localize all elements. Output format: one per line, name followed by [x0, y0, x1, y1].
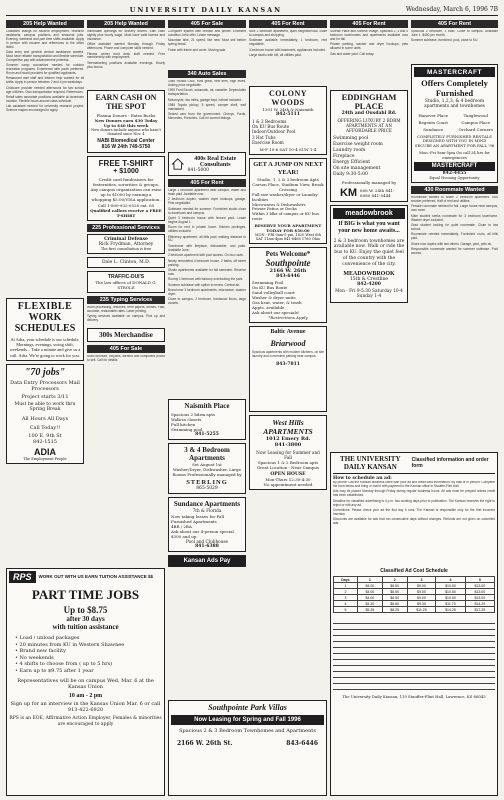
classified-text-block: Classified listings for student employment, research assistants, campus positions and seasonal jobs. Evening, weekend and part time shifts available. Apply in person with resume and references to the office listed. Data entry and general clerical assistance wanted. Must have reliable transportation and flexible schedule. Competitive pay with advancement potential. Summer camp counselors needed for outdoor recreation programs. Experience with youth preferred. Room and board provided for qualified applicants. Restaurant wait staff and kitchen help wanted for all shifts. Apply in person between 2 and 4 pm weekdays. Childcare provider needed afternoons for two school age children. Own transportation required. References. Retail sales associate positions available at downtown location. Flexible hours around class schedule. Lab assistant needed for university research project. Science majors encouraged to apply.	[6, 30, 84, 113]
order-form-lines	[333, 619, 495, 690]
adia-logo: ADIA	[34, 447, 56, 457]
traffic-ad	[87, 271, 165, 293]
rent-listings-4: Nice 2 bedroom apartment, quiet neighborhood, close to campus and shopping. Sublease available immediately, 1 bedroom, rent negotiable. 3 bedroom house with basement, appliances included. Large studio with loft, all utilities paid.	[249, 30, 327, 58]
get-a-jump-hours: MON - FRI 9am-5 pm, 1820 West 6th SAT 11am-4pm 841-8468 1760 Ohio	[254, 232, 322, 241]
pets-feature: Swimming Pool	[252, 279, 284, 285]
west-hills-phone: 841-3800	[274, 441, 302, 448]
km-logo: KM	[339, 186, 358, 199]
meadowbrook-phone: 842-4200	[357, 281, 381, 287]
column-2	[87, 20, 165, 371]
form-right-title: Classified information and order form	[411, 457, 489, 469]
get-a-jump-feature: Private Patios or Decks	[252, 206, 297, 212]
free-tshirt-ad	[87, 156, 165, 221]
three-four-sub: Set August 1st	[192, 462, 222, 467]
column-6	[411, 20, 498, 304]
form-kansan-title: THE UNIVERSITY DAILY KANSAN	[340, 455, 401, 471]
west-hills-title: West Hills APARTMENTS	[263, 417, 313, 436]
earn-cash-line3: Up to $40 this week	[103, 123, 149, 128]
real-estate-phone: 841-5000	[187, 167, 210, 173]
column-1	[6, 20, 84, 467]
naismith-features	[171, 412, 243, 432]
rps-bullet: • Earn up to $9.75 after 1 year	[15, 667, 94, 674]
mastercraft-ad	[411, 64, 498, 183]
free-tshirt-title: FREE T-SHIRT	[98, 159, 154, 168]
three-four-bedroom-ad	[168, 443, 246, 494]
west-hills-sub: Spacious 1 & 2 Bedroom apts	[257, 460, 319, 466]
pets-features	[252, 280, 324, 315]
eddingham-title: EDDINGHAM PLACE	[341, 92, 397, 111]
form-line[interactable]	[333, 655, 495, 660]
colony-woods-feature: 3 Hot Tubs	[252, 134, 276, 140]
west-hills-features: Great Location - Near Campus	[256, 465, 320, 471]
get-a-jump-title: GET A JUMP ON NEXT YEAR!	[253, 161, 323, 176]
section-header-for-rent-4: 405 For Rent	[249, 20, 327, 28]
free-tshirt-phone: Call 1-800-932-0528 ext. 65	[97, 203, 155, 208]
jobs-project: Project starts 3/11	[21, 393, 69, 400]
earn-cash-phone: 816 W 24th 749-5750	[101, 144, 151, 150]
earn-cash-line2: New Donors earn $30 Today	[94, 118, 158, 123]
free-tshirt-footer: Qualified callers receive a FREE T-SHIRT	[90, 208, 162, 218]
meadowbrook-body: 2 & 3 bedroom townhomes are available now. Walk or ride the bus to KU. Enjoy the quiet feel of the country with the convenience of the city.	[333, 238, 405, 267]
get-a-jump-ad	[249, 158, 327, 244]
kansan-ads-pay-title: Kansan Ads Pay	[183, 558, 231, 564]
pets-feature: Gas heat, water, & trash	[252, 299, 302, 305]
form-line[interactable]	[333, 661, 495, 666]
classified-order-form	[330, 452, 498, 796]
rps-bullet: • 20 minutes from KU in Western Shawnee	[15, 641, 125, 648]
rps-bullet: • Brand new facility	[15, 648, 66, 654]
rps-pay2: after 30 days	[66, 615, 105, 623]
southpointe-banner: Now Leasing for Spring and Fall 1996	[171, 715, 324, 725]
property-name: Tanglewood	[463, 112, 488, 118]
meadowbrook-name: MEADOWBROOK	[343, 270, 395, 277]
colony-woods-phone: 842-5111	[276, 112, 300, 117]
physician-ad	[87, 257, 165, 268]
table-row: 2 $4.00 $6.50 $9.00 $10.50 $13.00	[334, 589, 495, 595]
flexible-body: At Adia, your schedule is our schedule. Mornings, evenings, swing shift, weekends... Take a minute and give us a call. Adia. We're going to work for you.	[9, 337, 81, 358]
kansan-ads-pay-ad	[168, 555, 246, 567]
work-title: WORK	[28, 312, 62, 323]
for-sale-text: Used furniture, bicycles, stereos and computers priced to sell. Call for details.	[87, 355, 165, 362]
get-a-jump-features	[252, 193, 324, 222]
form-line[interactable]	[333, 685, 495, 690]
section-header-for-sale: 405 For Sale	[87, 345, 165, 353]
eddingham-feature: Exercise weight room	[333, 141, 383, 147]
column-5	[330, 20, 408, 306]
mastercraft-properties	[414, 113, 495, 132]
pets-feature: On KU Bus Route	[252, 284, 288, 290]
sundance-phone: 841-6388	[195, 544, 219, 549]
table-row: 1 $4.00 $6.50 $9.00 $10.50 $13.00	[334, 583, 495, 589]
colony-woods-feature: Exercise Room	[252, 139, 284, 145]
section-header-help-wanted-2: 205 Help Wanted	[87, 20, 165, 28]
attorney-free: The first consultation is free	[100, 247, 152, 251]
three-four-body: Washer/Dryer, Dishwasher, Large Rooms Professionally managed by	[172, 467, 242, 477]
pets-feature: Ask about our specials!	[252, 309, 300, 315]
section-header-help-wanted: 205 Help Wanted	[6, 20, 84, 28]
form-cost-title: Classified Ad Cost Schedule	[380, 568, 448, 574]
masthead-title: UNIVERSITY DAILY KANSAN	[129, 5, 283, 14]
for-sale-listings: Computer system with monitor and printer. Excellent condition, best offer. Leave message. Mountain bike, 21 speed, like new. Must sell before spring break. Futon with frame and cover. Moving sale.	[168, 30, 246, 52]
rps-eoe: RPS is an EOE, Affirmative Action Employer, Females & minorities are encouraged to apply	[9, 716, 162, 727]
pets-phone: 843-6446	[276, 273, 300, 279]
classified-text-block-2: Immediate openings for delivery drivers. Earn cash nightly plus hourly wage. Must have valid license and insurance. Office assistant wanted Monday through Friday afternoons. Phone and computer skills needed. Fitness center front desk staff needed. Free membership with employment. Telemarketing positions available evenings. Hourly plus bonus.	[87, 30, 165, 69]
get-a-jump-feature: Microwaves & Dishwashers	[252, 201, 306, 207]
mastercraft-logo: MASTERCRAFT	[414, 67, 495, 77]
colony-woods-features	[252, 119, 324, 145]
rps-logo: RPS	[9, 571, 36, 583]
attorney-sub: Criminal Defense	[104, 237, 148, 242]
southpointe-logo: Southpointe	[265, 257, 311, 268]
rent-listings-5: Sunrise Place and Sunrise Village. Spacious 2, 3 and 4 bedroom townhomes and apartments available now and for fall. Private parking, washer and dryer hookups, pets allowed in some units. Gas and water paid. Call today.	[330, 30, 408, 56]
table-row: 5 $5.25 $8.25 $11.25 $14.25 $17.25	[334, 607, 495, 613]
naismith-feature: Spacious 2 bdrm apts	[171, 412, 216, 417]
jobs-roles: Data Entry Processors Mail Processors	[10, 379, 80, 392]
colony-woods-feature: 1 & 2 Bedrooms	[252, 119, 287, 124]
merchandise-title: 300s Merchandise	[99, 331, 153, 339]
cost-head: 3	[407, 577, 436, 583]
section-header-roommate: 430 Roommate Wanted	[411, 186, 498, 194]
auto-listings: 1988 Honda Civic, runs great, new tires, high miles. Asking price negotiable. 1990 Ford Escort, automatic, air, cassette. Dependable transportation. Motorcycle, low miles, garage kept, helmet included. 1986 Toyota pickup, 5 speed, camper shell, well maintained. Seized cars from the government. Chevys, Fords, Mercedes, Porsches. Call for current listings.	[168, 80, 246, 121]
roommate-listings: Roommate wanted to share 2 bedroom apartment. Non smoker preferred. Half of rent and utilities. Female roommate needed for fall. Large house near campus, own room. Male student seeks roommate for 3 bedroom townhome. Washer dryer included. Grad student looking for quiet roommate. Close to law school. Roommate needed immediately. Furnished room, all bills paid. Share nice duplex with two others. Garage, yard, pets ok. Responsible roommate wanted for summer sublease. Pool access.	[411, 195, 498, 255]
baltic-phone: 843-7811	[276, 361, 300, 367]
eddingham-place-ad	[330, 90, 408, 202]
west-hills-address: 1012 Emery Rd.	[265, 435, 311, 442]
section-header-for-rent-3: 405 For Rent	[168, 179, 246, 187]
attorney-ad	[87, 234, 165, 254]
column-4	[249, 20, 327, 493]
mastercraft-eho: Equal Housing Opportunity	[429, 175, 480, 180]
traffic-law: The law offices of DONALD G. STROLE	[95, 280, 157, 290]
naismith-feature: Swimming pool	[171, 427, 203, 432]
section-header-professional-services: 225 Professional Services	[87, 224, 165, 232]
meadowbrook-logo: meadowbrook	[333, 208, 405, 219]
southpointe-title: Southpointe Park Villas	[208, 703, 287, 712]
form-line[interactable]	[333, 619, 495, 624]
form-line[interactable]	[333, 631, 495, 636]
cost-head: 5	[465, 577, 494, 583]
sundance-features	[171, 514, 243, 539]
schedules-title: SCHEDULES	[14, 323, 76, 334]
west-hills-hours: Mon-Thurs 12:30-4:30	[265, 477, 311, 483]
section-header-auto-sales: 340 Auto Sales	[168, 70, 246, 78]
eddingham-features	[333, 136, 405, 178]
sterling-phone: 865-5029	[196, 486, 218, 491]
adia-flexible-ad	[6, 298, 84, 361]
colony-woods-feature: On KU Bus Route	[252, 124, 290, 130]
jobs-phone: 842-1515	[33, 439, 57, 445]
sundance-feature: Furnished Apartments	[171, 519, 217, 524]
property-name: Orchard Corners	[458, 126, 493, 132]
section-header-typing: 235 Typing Services	[87, 296, 165, 304]
naismith-feature: Walk-in closets	[171, 417, 202, 422]
cost-head: Days	[334, 577, 358, 583]
eddingham-feature: Fireplace	[333, 153, 355, 159]
west-hills-leasing: Now Leasing for Summer and Fall	[256, 449, 320, 460]
mastercraft-phone: 842-4455	[442, 170, 467, 176]
flexible-title: FLEXIBLE	[17, 301, 73, 312]
eddingham-feature: Daily 9:30-5:00	[333, 171, 368, 177]
mastercraft-title: Offers Completely Furnished	[421, 78, 488, 98]
table-row: 3 $4.00 $6.50 $9.00 $10.50 $13.00	[334, 595, 495, 601]
physician-name: Dale L. Clinton, M.D.	[101, 260, 151, 265]
eddingham-address: 24th and Ousdahl Rd.	[341, 111, 397, 116]
eddingham-feature: On site management	[333, 165, 381, 171]
form-line[interactable]	[333, 625, 495, 630]
table-row: 4 $4.20 $6.60 $9.30 $11.70 $14.20	[334, 601, 495, 607]
property-name: Hanover Place	[418, 112, 449, 118]
sundance-feature: Ask about our 4-person special $300 and up	[171, 529, 234, 539]
rps-pay3: with tuition assistance	[52, 623, 119, 631]
three-four-title: 3 & 4 Bedroom Apartments	[184, 446, 230, 462]
form-instructions: By phone: Call the Kansan business office with your ad and credit card information. By mail or in person: Complete the form below and bring or mail it with payment to the Kansan office in Stauffer-Flint Hall. Ads may be placed Monday through Friday during regular business hours. All ads must be prepaid unless credit has been established. Deadline for classified advertising is 4 p.m. two working days prior to publication. The Kansan reserves the right to reject or edit any ad. Corrections: Please check your ad the first day it runs. The Kansan is responsible only for the first incorrect insertion. Discounts are available for ads that run consecutive days without changes. Refunds are not given on cancelled ads.	[333, 481, 495, 526]
eddingham-feature: Laundry room	[333, 147, 366, 153]
mastercraft-sub: Studio, 1,2,3, & 4 bedroom apartments and townhomes	[424, 99, 485, 110]
baltic-avenue-ad	[249, 326, 327, 412]
cost-head: 4	[436, 577, 465, 583]
pets-address: 2166 W. 26th	[269, 267, 307, 274]
rps-headline: WORK OUT WITH US EARN TUITION ASSISTANCE $$	[38, 574, 154, 580]
typing-text: Word processing, resumes, term papers, theses. Fast, accurate, reasonable rates. Laser printing. Typing services available on campus. Pick up and delivery.	[87, 306, 165, 323]
sundance-pool: Pool and Clubhouse	[185, 539, 229, 544]
pets-title: Pets Welcome*	[265, 249, 311, 258]
meadowbrook-address: 15th & Crestline	[349, 276, 389, 282]
house-icon	[171, 155, 184, 173]
masthead	[6, 4, 498, 16]
mastercraft-logo-2: MASTERCRAFT	[414, 162, 495, 171]
colony-woods-hours: M-F 10-6 SAT 10-4 SUN 1-4	[259, 147, 317, 153]
section-header-for-sale-3: 405 For Sale	[168, 20, 246, 28]
rps-bullets	[15, 635, 162, 674]
pets-restrict: *Restrictions Apply	[268, 314, 308, 320]
earn-cash-org: NABI Biomedical Center	[97, 138, 155, 144]
section-header-for-rent-6: 405 For Rent	[411, 20, 498, 28]
eddingham-footer: Professionally managed by	[341, 179, 397, 185]
form-how: How to schedule an ad:	[333, 476, 392, 481]
cost-head: 1	[357, 577, 382, 583]
earn-cash-ad	[87, 90, 165, 153]
rps-rep: Representatives will be on campus Wed, Mar. 6 at the Kansas Union	[17, 678, 154, 690]
eddingham-feature: Energy Efficient	[333, 159, 371, 165]
earn-cash-title: EARN CASH ON THE SPOT	[95, 93, 157, 111]
briarwood-logo: Briarwood	[270, 338, 306, 348]
sundance-ad	[168, 497, 246, 552]
rps-bullet: • Load / unload packages	[15, 635, 80, 641]
rent-listings: Large 1 bedroom apartment near campus. Water and trash paid. Available now. 2 bedroom duplex, washer dryer hookups, garage. Pets negotiable. Sublease needed for summer. Furnished studio close to downtown and campus. Quiet 3 bedroom house with fenced yard. Lease begins August 1. Room for rent in private home. Kitchen privileges, utilities included. Efficiency apartment, all bills paid, walking distance to KU. Townhome with fireplace, dishwasher, and patio. Available June. 2 bedroom apartment with pool access. On bus route. Newly remodeled 4 bedroom house, 2 baths, off street parking. Studio apartments available for fall semester. Reserve now. Roomy 1 bedroom with balcony overlooking the park. Summer sublease with option to renew. Central air. Brand new 3 bedroom apartments, microwave, washer dryer. Close to campus, 2 bedroom, hardwood floors, large closets.	[168, 189, 246, 306]
rps-title: PART TIME JOBS	[31, 587, 140, 602]
sundance-sub: 7th & Florida	[192, 508, 222, 513]
colony-woods-ad	[249, 86, 327, 155]
naismith-title: Naismith Place	[184, 402, 230, 410]
rps-signup: Sign up for an interview in the Kansas Union Mar. 6 or call 913-422-6920	[10, 701, 161, 713]
pets-feature: Sand volleyball court	[252, 289, 295, 295]
southpointe-park-villas-ad	[168, 700, 327, 796]
sterling-logo: STERLING	[186, 479, 228, 486]
pets-feature: Appts. available	[252, 304, 285, 310]
real-estate-title: 400s Real Estate Consultants	[194, 155, 237, 168]
masthead-date: Wednesday, March 6, 1996 7B	[405, 6, 498, 13]
naismith-feature: Full kitchen	[171, 422, 196, 427]
property-name: Campus Place	[461, 119, 491, 125]
colony-woods-logo: COLONY WOODS	[268, 89, 308, 107]
mastercraft-hours: Mon.-Fri 9am-5pm On call 24 hrs for emergencies	[419, 149, 490, 160]
get-a-jump-reserve: RESERVE YOUR APARTMENT TODAY FOR $50.00	[254, 222, 322, 233]
rps-pay1: Up to $8.75	[63, 605, 108, 615]
get-a-jump-feature: Within 3 blks of campus or KU bus route	[252, 211, 319, 221]
traffic-title: TRAFFIC-DUI'S	[107, 274, 145, 280]
pets-feature: Washer & dryer units	[252, 294, 296, 300]
form-line[interactable]	[333, 679, 495, 684]
meadowbrook-ad	[330, 205, 408, 303]
rps-time: 10 am - 2 pm	[68, 693, 103, 699]
merchandise-ad	[87, 328, 165, 342]
adia-tag: The Employment People	[23, 457, 67, 461]
rent-listings-6: Spacious 2 bedroom, 1 bath. Close to campus. Available June 1. $450 per month. Summer sublease, furnished, pool, close to KU.	[411, 30, 498, 43]
get-a-jump-sub: Studio, 1, 2 & 3 bedroom Apts Carson Place, Stadium View, Brook Crossing	[252, 177, 324, 193]
jobs-title: "70 jobs"	[24, 366, 66, 378]
colony-woods-address: 1301 W. 24th & Naismith	[262, 107, 314, 112]
section-header-for-rent-5: 405 For Rent	[330, 20, 408, 28]
form-line[interactable]	[333, 673, 495, 678]
form-line[interactable]	[333, 637, 495, 642]
eddingham-feature: Swimming pool	[333, 135, 369, 141]
mastercraft-free: COMPLETELY FURNISHED RENTALS DESIGNED WITH YOU IN MIND SECURE AN APARTMENT FOR FALL '96	[414, 133, 495, 149]
naismith-place-ad	[168, 399, 246, 440]
southpointe-phone: 843-6446	[286, 740, 318, 747]
west-hills-ad	[249, 415, 327, 490]
earn-cash-line4: New donors include anyone who hasn't donated since Nov. 4	[91, 128, 161, 136]
west-hills-open: OPEN HOUSE	[270, 472, 306, 478]
rps-part-time-jobs-ad	[6, 568, 165, 796]
form-footer: The University Daily Kansan, 119 Stauffer-Flint Hall, Lawrence, KS 66045	[342, 694, 486, 699]
baltic-title: Baltic Avenue	[270, 328, 306, 335]
attorney-title: Rick Frydman, Attorney	[98, 242, 154, 247]
real-estate-400s-ad	[168, 152, 246, 176]
free-tshirt-amount: + $1000	[113, 168, 139, 175]
baltic-text: Spacious apartments with modern kitchens, on site laundry and convenient parking near campus.	[252, 349, 324, 358]
get-a-jump-feature: Full-size washer/dryer or Laundry facilities	[252, 192, 318, 202]
eddingham-tagline: OFFERING LUXURY 2 BDRM APARTMENTS AT AN AFFORDABLE PRICE	[337, 118, 401, 134]
jobs-call: Call Today!!	[29, 425, 61, 431]
meadowbrook-title: If BIG is what you want your new home awaits...	[338, 220, 400, 235]
adia-jobs-ad	[6, 364, 84, 464]
form-line[interactable]	[333, 667, 495, 672]
sundance-feature: 4BR / 2BA	[171, 524, 192, 529]
meadowbrook-hours: Mon - Fri 9-5:30 Saturday 10-4 Sunday 1-4	[335, 288, 403, 300]
form-line[interactable]	[333, 643, 495, 648]
jobs-hours: All Hours All Days	[21, 416, 69, 422]
cost-head: 2	[382, 577, 407, 583]
sundance-feature: Now taking leases for Fall	[171, 514, 225, 519]
southpointe-sub: Spacious 2 & 3 Bedroom Townhomes and Apartments	[179, 728, 316, 734]
jobs-address: 100 E. 9th St	[28, 433, 62, 439]
free-tshirt-body: Credit card fundraisers for fraternities, sororities & groups. Any campus organization can raise up to $1000 by earning a whopping $5.00/VISA application.	[90, 177, 162, 202]
rps-bullet: • 4 shifts to choose from ( up to 5 hrs)	[15, 661, 113, 667]
naismith-phone: 841-5255	[195, 432, 219, 437]
jobs-must: Must be able to work thru Spring Break	[14, 401, 76, 413]
property-name: Regents Court	[418, 119, 448, 125]
southpointe-address: 2166 W. 26th St.	[177, 740, 233, 747]
sundance-title: Sundance Apartments	[173, 500, 241, 508]
west-hills-no-appt: No appointment needed	[263, 482, 313, 488]
form-line[interactable]	[333, 649, 495, 654]
rps-bullet: • No weekends	[15, 654, 54, 661]
cost-table	[333, 576, 495, 613]
eddingham-phone: 808 W. 24th 841-6080 841-5444	[360, 187, 395, 198]
colony-woods-feature: Indoor/Outdoor Pool	[252, 129, 296, 135]
earn-cash-line1: Plasma Donors - Extra Bucks	[96, 113, 156, 118]
column-3	[168, 20, 246, 570]
pets-welcome-ad	[249, 247, 327, 323]
property-name: Sundance	[423, 126, 444, 132]
